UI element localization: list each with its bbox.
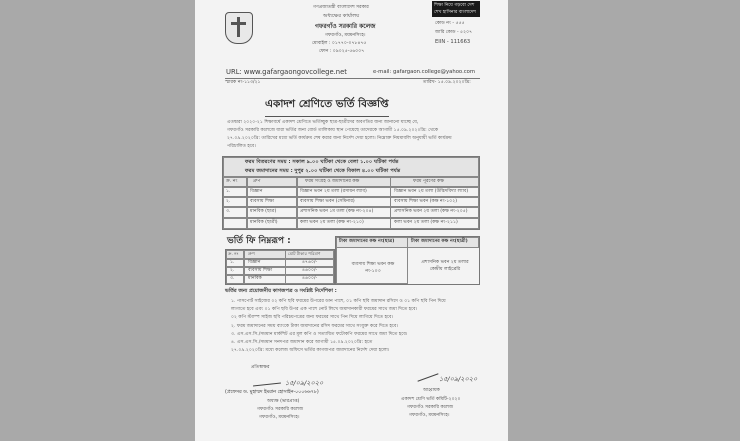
slogan-stamp: শিক্ষা নিয়ে গড়বো দেশ শেখ হাসিনার বাংলাদেশ [432,1,480,17]
instruction-item: ৪. এস.এস.সি./সমমান সনদপত্র জমাদান করে আগামী ১৫.০৯.২০২০খ্রি: হতে [231,340,373,346]
payment-header-girls: টাকা জমাদানের কক্ষ নং(ছাত্রী) [411,239,468,244]
left-college: গফরগাঁও সরকারি কলেজ [257,407,304,412]
instruction-item: ১. পাসপোর্ট সাইজের ০২ কপি ছবি ফরমের উপরের ডান পাশে, ০১ কপি ছবি জমাদান রসিদে ও ০১ কপি ছবি পিন দিয়ে [231,299,446,304]
fee-heading: ভর্তি ফি নিম্নরূপ : [227,236,291,246]
phone-text: ফোন : ০৯০২৫-৫৬০০৭ [319,49,365,54]
college-logo-icon [225,12,253,44]
instruction-item: ২৭.০৯.২০২০খ্রি: মধ্যে কলেজ অফিসে ভর্তির কাগজপত্র জমাদানের নির্দেশ দেয়া হলো। [231,348,390,354]
code1-text: কোড নং - ৫৫৫ [435,21,465,26]
fee-cell: ৪৬০০/- [302,276,318,281]
committee-name: একাদশ শ্রেণি ভর্তি কমিটি-২০২০ [401,397,461,402]
rooms-cell: কলা ভবন ২য় তলা (কক্ষ নং-২১০) [300,220,364,225]
url-text: URL: www.gafargaongovcollege.net [226,68,347,76]
right-sign-date: ১৫/০৯/২০২০ [439,375,478,383]
right-place: গফরগাঁও, ময়মনসিংহ। [409,413,450,418]
intro-paragraph [227,119,479,151]
left-signature-icon [253,383,281,387]
fee-cell: ২. [230,268,235,273]
fee-cell: মানবিক [248,276,262,281]
left-place: গফরগাঁও, ময়মনসিংহ। [259,415,300,420]
instruction-item: ০২ কপি স্ট্যাম্প সাইজ ছবি পরিচয়পত্রের জন্য ফরমের সাথে পিন দিয়ে লাগিয়ে দিতে হবে। [231,315,394,321]
rooms-cell: বিজ্ঞান ভবন ২য় তলা (রসায়ন ল্যাব) [300,189,367,194]
rooms-cell: ব্যবসায় শিক্ষা ভবন (সেমিনার) [300,199,355,204]
fee-header: গ্রুপ [248,251,255,256]
email-text: e-mail: gafargaon.college@yahoo.com [373,69,476,75]
govt-text: গণপ্রজাতন্ত্রী বাংলাদেশ সরকার [313,5,369,10]
rooms-header: ফরম সংগ্রহ ও জমাদানের কক্ষ [305,179,360,184]
fee-header: মোট টাকার পরিমাণ [288,251,321,256]
rooms-header: ফরম পূরণের কক্ষ [413,179,445,184]
rooms-table [222,156,480,230]
fee-cell: ৪৬০০/- [302,268,318,273]
rooms-cell: মানবিক (ছাত্রী) [250,220,278,225]
rooms-cell: বিজ্ঞান ভবন ২য় তলা (উদ্ভিদবিদ্যা ল্যাব) [394,189,469,194]
convener-role: আহ্বায়ক [423,388,440,393]
distribution-time: ফরম বিতরণের সময় : সকাল ৯.০০ ঘটিকা থেকে বেলা ১.০০ ঘটিকা পর্যন্ত [245,159,399,165]
code2-text: জারি কোড - ৫২০৭ [435,30,473,35]
memo-text: স্মারক নং-১১৩/২১ [225,80,261,85]
rooms-cell: ২. [226,199,231,204]
intro-line: ২৭.০৯.২০২০খ্রি: তারিখের মধ্যে ভর্তি কার্যক্রম শেষ করার জন্য নির্দেশ দেয়া হলো। নিম্নোক্ত নিয়মাবলি অনুযায়ী ভর্তি কার্যক্রম [227,136,452,141]
rooms-cell: প্রশাসনিক ভবন ১ম তলা (কক্ষ নং-২০৪) [300,209,374,214]
notice-document [195,0,508,441]
intro-line: এতদ্বারা ২০২০-২১ শিক্ষাবর্ষে একাদশ শ্রেণিতে ভর্তিচ্ছুক ছাত্র-ছাত্রীদের অবগতির জন্য জানানো যাচ্ছে যে, [227,120,419,125]
fee-cell: ৩. [230,276,235,281]
rooms-cell: ব্যবসায় শিক্ষা ভবন (কক্ষ নং-১০২) [394,199,458,204]
rooms-cell: ব্যবসায় শিক্ষা [250,199,275,204]
rooms-cell: ৩. [226,209,231,214]
rooms-cell: ১. [226,189,231,194]
fee-cell: বিজ্ঞান [248,260,261,265]
instruction-item: ৩. এস.এস.সি./সমমান মার্কশিট এর মূল কপি ও সত্যায়িত ফটোকপি ফরমের সাথে জমা দিতে হবে। [231,331,408,337]
right-college: গফরগাঁও সরকারি কলেজ [407,405,454,410]
rooms-header: গ্রুপ [253,179,261,184]
payment-header-boys: টাকা জমাদানের কক্ষ নং(ছাত্র) [339,239,395,244]
address-text: গফরগাঁও, ময়মনসিংহ। [325,33,366,38]
mobile-text: মোবাইল : ০১৭৭০-০৭৮৪৭৫ [312,41,367,46]
college-name: গফরগাঁও সরকারি কলেজ [315,23,376,30]
submission-time: ফরম জমাদানের সময় : দুপুর ২.০০ ঘটিকা থেকে বিকাল ৪.০০ ঘটিকা পর্যন্ত [245,168,401,174]
rooms-header: ক্র. নং [226,179,238,184]
left-sign-date: ১৫/০৯/২০২০ [285,379,324,387]
instructions-heading: ভর্তির জন্য প্রয়োজনীয় কাগজপত্র ও সংশ্লিষ্ট নির্দেশিকা : [225,288,337,294]
principal-role: অধ্যক্ষ (ভারপ্রাপ্ত) [267,399,300,404]
intro-line: গফরগাঁও সরকারি কলেজে যারা ভর্তির জন্য বোর্ড তালিকায় স্থান পেয়েছে তাদেরকে আগামী ১৫.০৯.২০২০খ্রি: থেকে [227,128,439,133]
instructions-list [231,298,481,355]
right-signature-icon [417,373,438,381]
countersign-label: প্রতিস্বাক্ষর [251,365,270,370]
date-text: তারিখ- ১৫.০৯.২০২০খ্রি: [423,80,471,85]
rooms-cell: বিজ্ঞান [250,189,263,194]
right-background [508,0,740,441]
fee-cell: ৪৭৬০/- [302,260,318,265]
fee-table [225,249,335,285]
office-text: অধ্যক্ষের কার্যালয় [323,13,360,19]
intro-line: পরিচালিত হবে। [227,144,256,149]
payment-room-table [335,236,480,285]
fee-header: ক্র. নং [228,251,239,256]
notice-title: একাদশ শ্রেণিতে ভর্তি বিজ্ঞপ্তি [265,97,389,117]
rooms-cell: প্রশাসনিক ভবন ২য় তলা (কক্ষ নং-২০৫) [394,209,468,214]
rooms-cell: মানবিক (ছাত্র) [250,209,277,214]
fee-cell: ১. [230,260,235,265]
instruction-item: ২. ফরম জমাদানের সময় ব্যাংকে টাকা জমাদানের রসিদ ফরমের সাথে সংযুক্ত করে দিতে হবে। [231,323,398,329]
eiin-text: EIIN - 111663 [435,39,471,45]
rooms-cell: কলা ভবন ২য় তলা (কক্ষ নং-২১১) [394,220,458,225]
principal-name: (প্রফেসর ড. মুহাম্মদ ইমরান হোসাইন-০০০৬৬৭৮) [225,390,319,395]
instruction-item: লাগাতে হবে এবং ০১ কপি ছবি উপর এক পাশে নোট লিখে জমাদানকারী ফরমের সাথে জমা দিতে হবে। [231,307,418,313]
left-background [0,0,195,441]
payment-room-girls: প্রশাসনিক ভবন ২য় তলার কেন্দ্রীয় লাইব্রেরি [421,260,469,272]
fee-cell: ব্যবসায় শিক্ষা [248,268,273,273]
header-divider [225,78,480,79]
payment-room-boys: ব্যবসায় শিক্ষা ভবন কক্ষ নং-১০৩ [351,262,395,274]
